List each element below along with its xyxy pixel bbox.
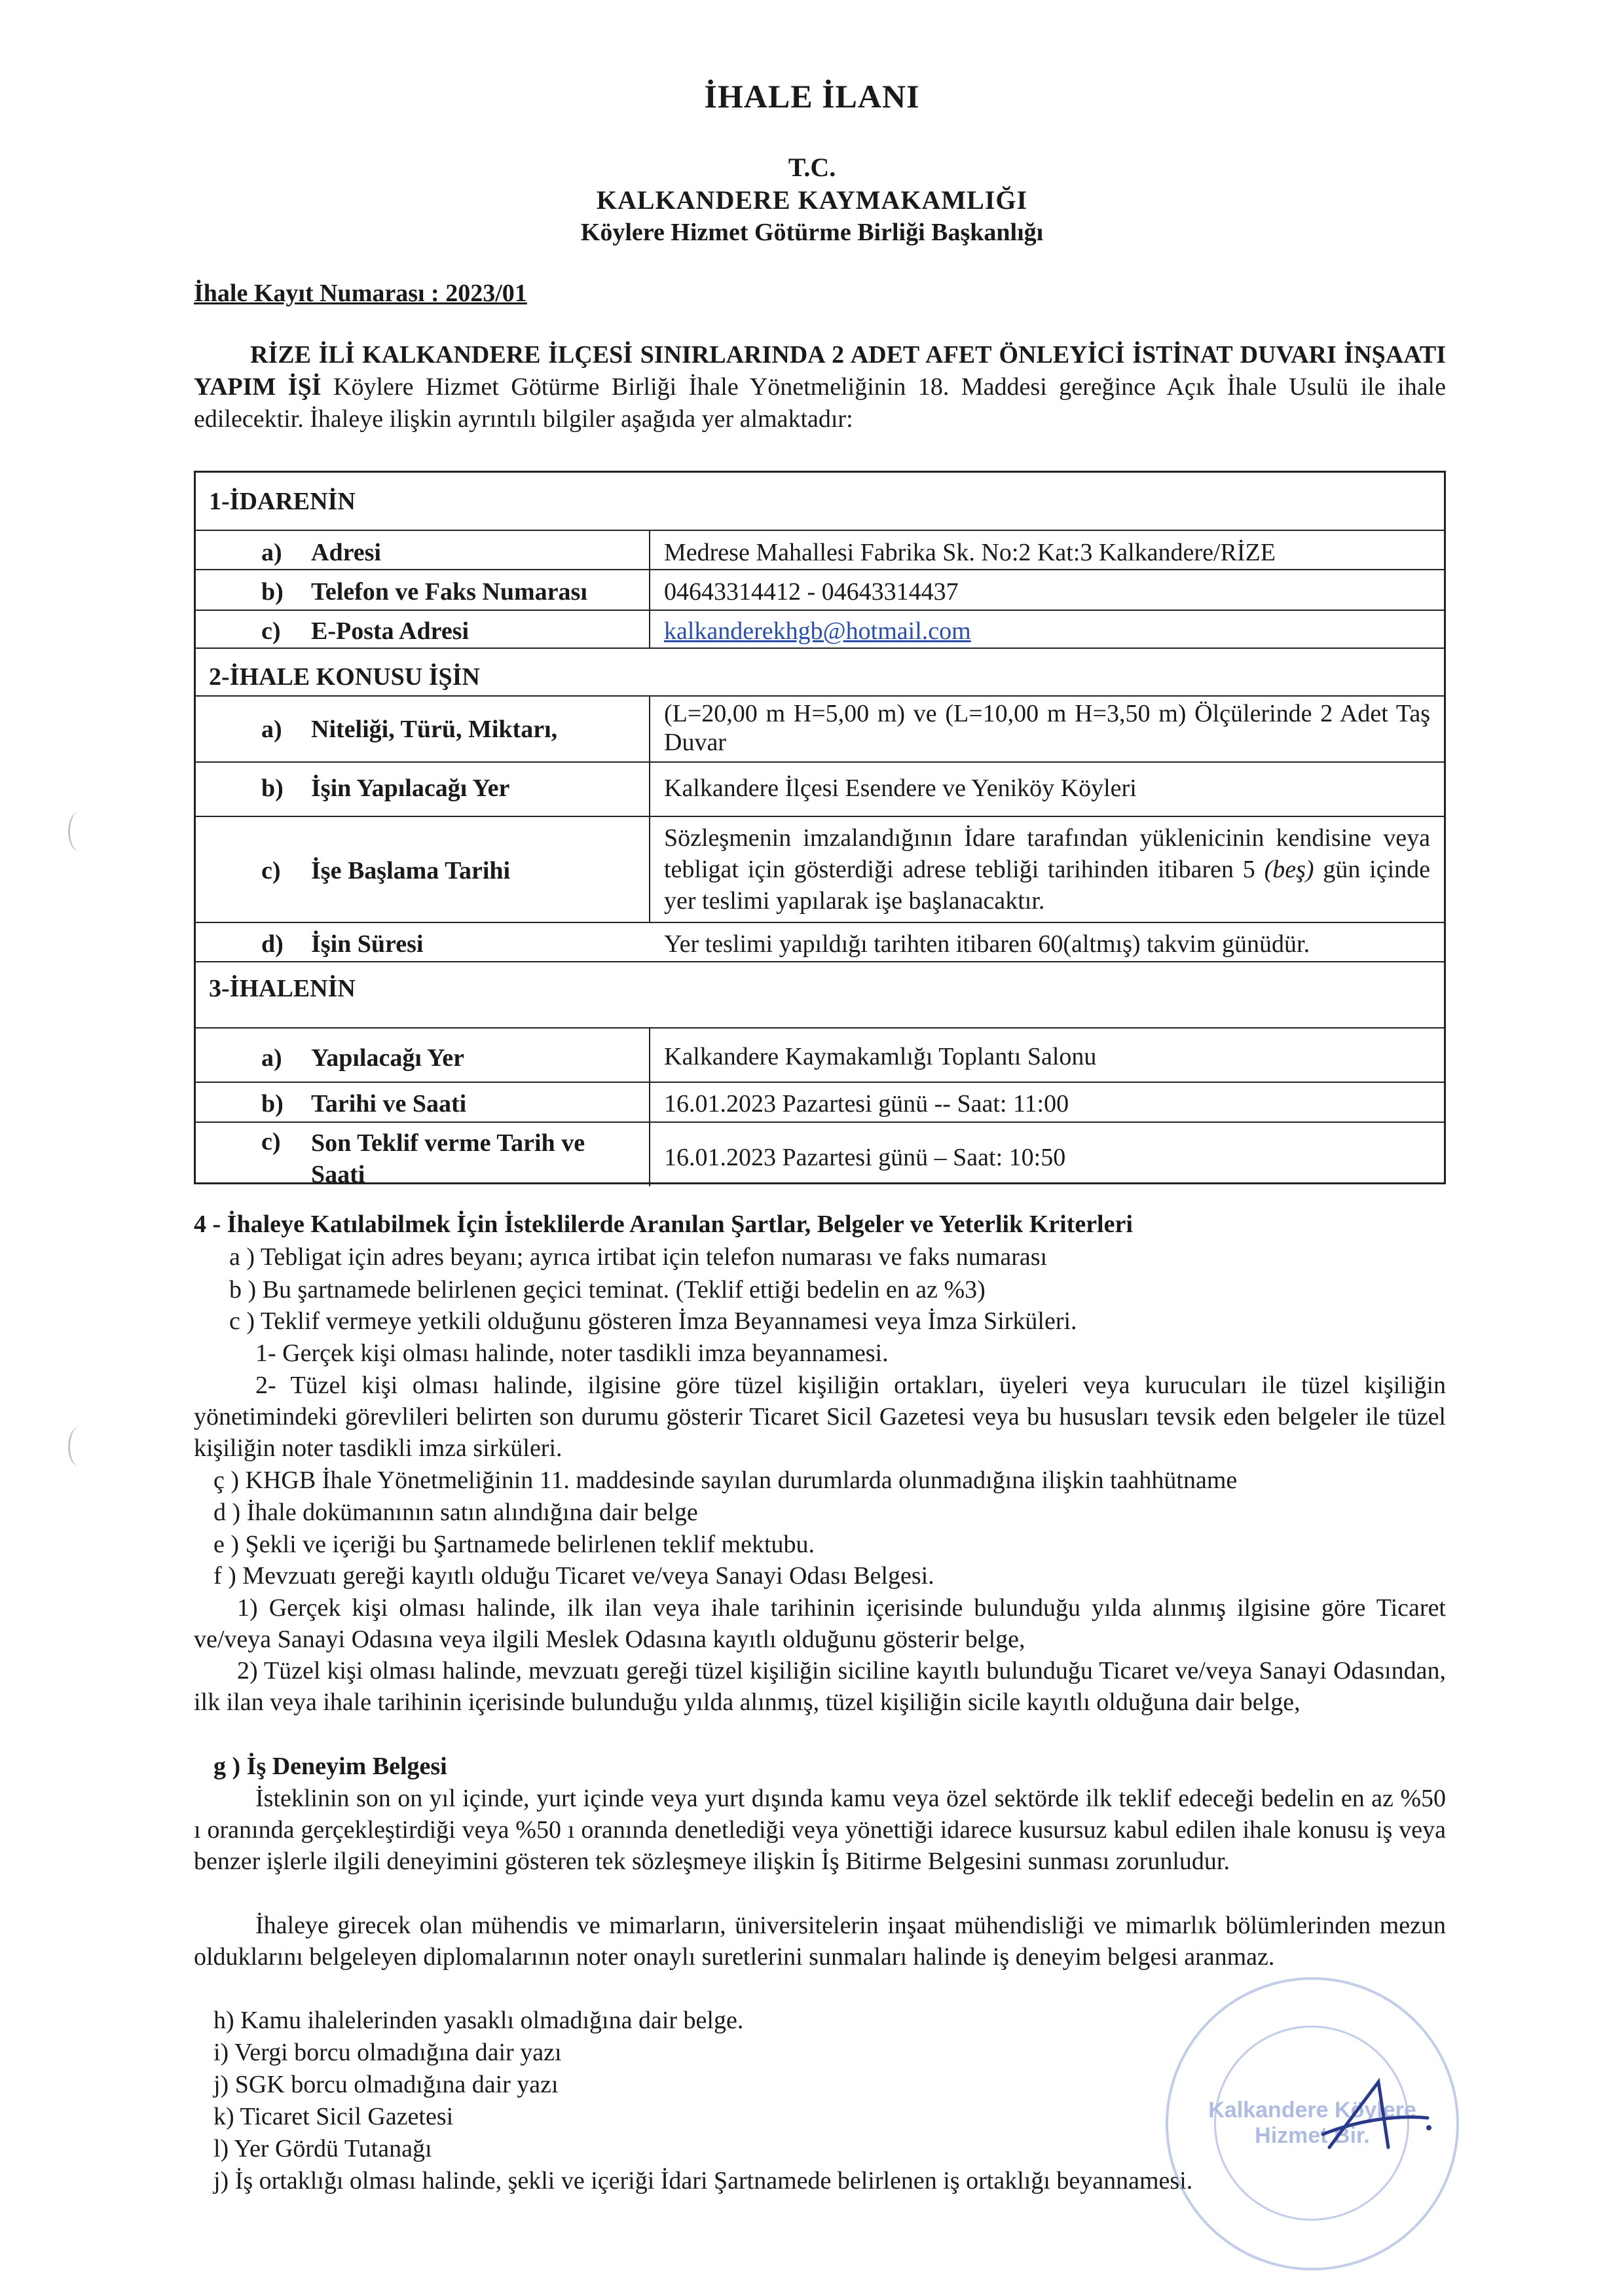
value-ise-baslama-text: Sözleşmenin imzalandığının İdare tarafından yüklenicinin kendisine veya tebligat için gösterdiği adrese tebliği tarihinden itibaren 5 [664, 824, 1430, 883]
kayit-numarasi: İhale Kayıt Numarası : 2023/01 [194, 280, 527, 307]
row-letter: a) [261, 716, 282, 743]
req-k: k) Ticaret Sicil Gazetesi [213, 2103, 454, 2130]
row-letter: c) [261, 857, 281, 884]
value-niteligi: (L=20,00 m H=5,00 m) ve (L=10,00 m H=3,50 m) Ölçülerinde 2 Adet Taş Duvar [664, 700, 1430, 756]
req-cc: ç ) KHGB İhale Yönetmeliğinin 11. maddesinde sayılan durumlarda olunmadığına ilişkin taahhütname [213, 1467, 1238, 1494]
req-g: g ) İş Deneyim Belgesi [213, 1753, 447, 1780]
intro-subject: RİZE İLİ KALKANDERE İLÇESİ SINIRLARINDA 2 ADET AFET ÖNLEYİCİ İSTİNAT DUVARI İNŞAATI YAPIM İŞİ [194, 341, 1446, 401]
req-j: j) SGK borcu olmadığına dair yazı [213, 2071, 559, 2098]
value-tarih-saat: 16.01.2023 Pazartesi günü -- Saat: 11:00 [664, 1090, 1069, 1118]
req-a: a ) Tebligat için adres beyanı; ayrıca irtibat için telefon numarası ve faks numarası [229, 1243, 1048, 1271]
req-g2: İhaleye girecek olan mühendis ve mimarların, üniversitelerin inşaat mühendisliği ve mimarlık bölümlerinden mezun olduklarını belgeleyen diplomalarının noter onaylı suretlerini sunmaları halinde iş deneyim belgesi aranmaz. [194, 1912, 1446, 1971]
signature-mark [1316, 2069, 1434, 2160]
row-letter: d) [261, 930, 284, 958]
req-c: c ) Teklif vermeye yetkili olduğunu gösteren İmza Beyannamesi veya İmza Sirküleri. [229, 1307, 1077, 1335]
header-tc: T.C. [788, 153, 836, 182]
req-b: b ) Bu şartnamede belirlenen geçici teminat. (Teklif ettiği bedelin en az %3) [229, 1276, 986, 1303]
req-h: h) Kamu ihalelerinden yasaklı olmadığına dair belge. [213, 2007, 744, 2034]
req-f: f ) Mevzuatı gereği kayıtlı olduğu Ticaret ve/veya Sanayi Odası Belgesi. [213, 1562, 934, 1590]
margin-mark [68, 1427, 90, 1467]
value-ise-baslama [664, 822, 1430, 917]
header-kaymakamlik: KALKANDERE KAYMAKAMLIĞI [596, 185, 1028, 215]
label-eposta: E-Posta Adresi [311, 617, 470, 645]
stamp-text: Kalkandere Köylere Hizmet Bir. [1208, 2098, 1416, 2148]
req-f2: 2) Tüzel kişi olması halinde, mevzuatı gereği tüzel kişiliğin siciline kayıtlı bulunduğu Ticaret ve/veya Sanayi Odasından, ilk ilan veya ihale tarihinin içerisinde bulunduğu yılda alınmış, tüzel kişiliğin sicile kayıtlı olduğuna dair belge, [194, 1657, 1446, 1716]
info-table [194, 471, 1446, 1188]
value-yapilacagi-yer: Kalkandere İlçesi Esendere ve Yeniköy Köyleri [664, 774, 1137, 802]
row-letter: c) [261, 1128, 281, 1156]
section-ihale-konusu: 2-İHALE KONUSU İŞİN [209, 663, 480, 691]
value-ihale-yeri: Kalkandere Kaymakamlığı Toplantı Salonu [664, 1043, 1097, 1070]
req-e: e ) Şekli ve içeriği bu Şartnamede belirlenen teklif mektubu. [213, 1531, 815, 1558]
value-ise-baslama-italic: (beş) [1264, 856, 1314, 883]
section-ihalenin: 3-İHALENİN [209, 975, 356, 1002]
value-ise-baslama-tail: gün içinde yer teslimi yapılarak işe başlanacaktır. [664, 856, 1431, 915]
requirements-heading: 4 - İhaleye Katılabilmek İçin İsteklilerde Aranılan Şartlar, Belgeler ve Yeterlik Kriterleri [194, 1211, 1133, 1238]
header-birlik: Köylere Hizmet Götürme Birliği Başkanlığı [580, 219, 1044, 246]
req-d: d ) İhale dokümanının satın alındığına dair belge [213, 1499, 698, 1526]
label-tarih-saat: Tarihi ve Saati [311, 1090, 467, 1118]
req-c1: 1- Gerçek kişi olması halinde, noter tasdikli imza beyannamesi. [255, 1339, 889, 1367]
row-letter: b) [261, 774, 284, 802]
req-i: i) Vergi borcu olmadığına dair yazı [213, 2039, 562, 2066]
req-c2: 2- Tüzel kişi olması halinde, ilgisine göre tüzel kişiliğin ortakları, üyeleri veya kurucuları ile tüzel kişiliğin yönetimindeki görevlileri belirten son durumu gösterir Ticaret Sicil Gazetesi veya bu hususları tevsik eden belgeler ile tüzel kişiliğin noter tasdikli imza sirküleri. [194, 1372, 1446, 1462]
req-g1: İsteklinin son on yıl içinde, yurt içinde veya yurt dışında kamu veya özel sektörde ilk teklif edeceği bedelin en az %50 ı oranında gerçekleştirdiği veya %50 ı oranında denetlediği veya yönettiği idarece kusursuz kabul edilen ihale konusu iş veya benzer işlerle ilgili deneyimini gösteren tek sözleşmeye ilişkin İş Bitirme Belgesini sunması zorunludur. [194, 1785, 1446, 1875]
page-title: İHALE İLANI [704, 78, 920, 115]
label-son-teklif: Son Teklif verme Tarih ve Saati [311, 1129, 585, 1188]
label-isin-suresi: İşin Süresi [311, 930, 424, 958]
label-ise-baslama: İşe Başlama Tarihi [311, 857, 511, 884]
req-f1: 1) Gerçek kişi olması halinde, ilk ilan veya ihale tarihinin içerisinde bulunduğu yılda alınmış ilgisine göre Ticaret ve/veya Sanayi Odasına veya ilgili Meslek Odasına kayıtlı olduğunu gösterir belge, [194, 1594, 1446, 1653]
label-ihale-yeri: Yapılacağı Yer [311, 1044, 464, 1072]
req-j2: j) İş ortaklığı olması halinde, şekli ve içeriği İdari Şartnamede belirlenen iş ortaklığı beyannamesi. [213, 2167, 1193, 2195]
value-eposta-link[interactable]: kalkanderekhgb@hotmail.com [664, 617, 971, 645]
margin-mark [68, 812, 90, 851]
value-isin-suresi: Yer teslimi yapıldığı tarihten itibaren 60(altmış) takvim günüdür. [664, 930, 1310, 958]
req-l: l) Yer Gördü Tutanağı [213, 2135, 432, 2162]
label-niteligi: Niteliği, Türü, Miktarı, [311, 716, 558, 743]
row-letter: b) [261, 578, 284, 606]
row-letter: c) [261, 617, 281, 645]
label-telefon: Telefon ve Faks Numarası [311, 578, 587, 606]
value-son-teklif: 16.01.2023 Pazartesi günü – Saat: 10:50 [664, 1144, 1066, 1171]
value-adresi: Medrese Mahallesi Fabrika Sk. No:2 Kat:3 Kalkandere/RİZE [664, 539, 1276, 566]
row-letter: b) [261, 1090, 284, 1118]
row-letter: a) [261, 539, 282, 566]
section-idarenin: 1-İDARENİN [209, 488, 356, 515]
label-adresi: Adresi [311, 539, 381, 566]
row-letter: a) [261, 1044, 282, 1072]
intro-paragraph [194, 339, 1446, 435]
label-yapilacagi-yer: İşin Yapılacağı Yer [311, 774, 510, 802]
value-telefon: 04643314412 - 04643314437 [664, 578, 959, 606]
intro-rest: Köylere Hizmet Götürme Birliği İhale Yönetmeliğinin 18. Maddesi gereğince Açık İhale Usulü ile ihale edilecektir. İhaleye ilişkin ayrıntılı bilgiler aşağıda yer almaktadır: [194, 373, 1446, 433]
